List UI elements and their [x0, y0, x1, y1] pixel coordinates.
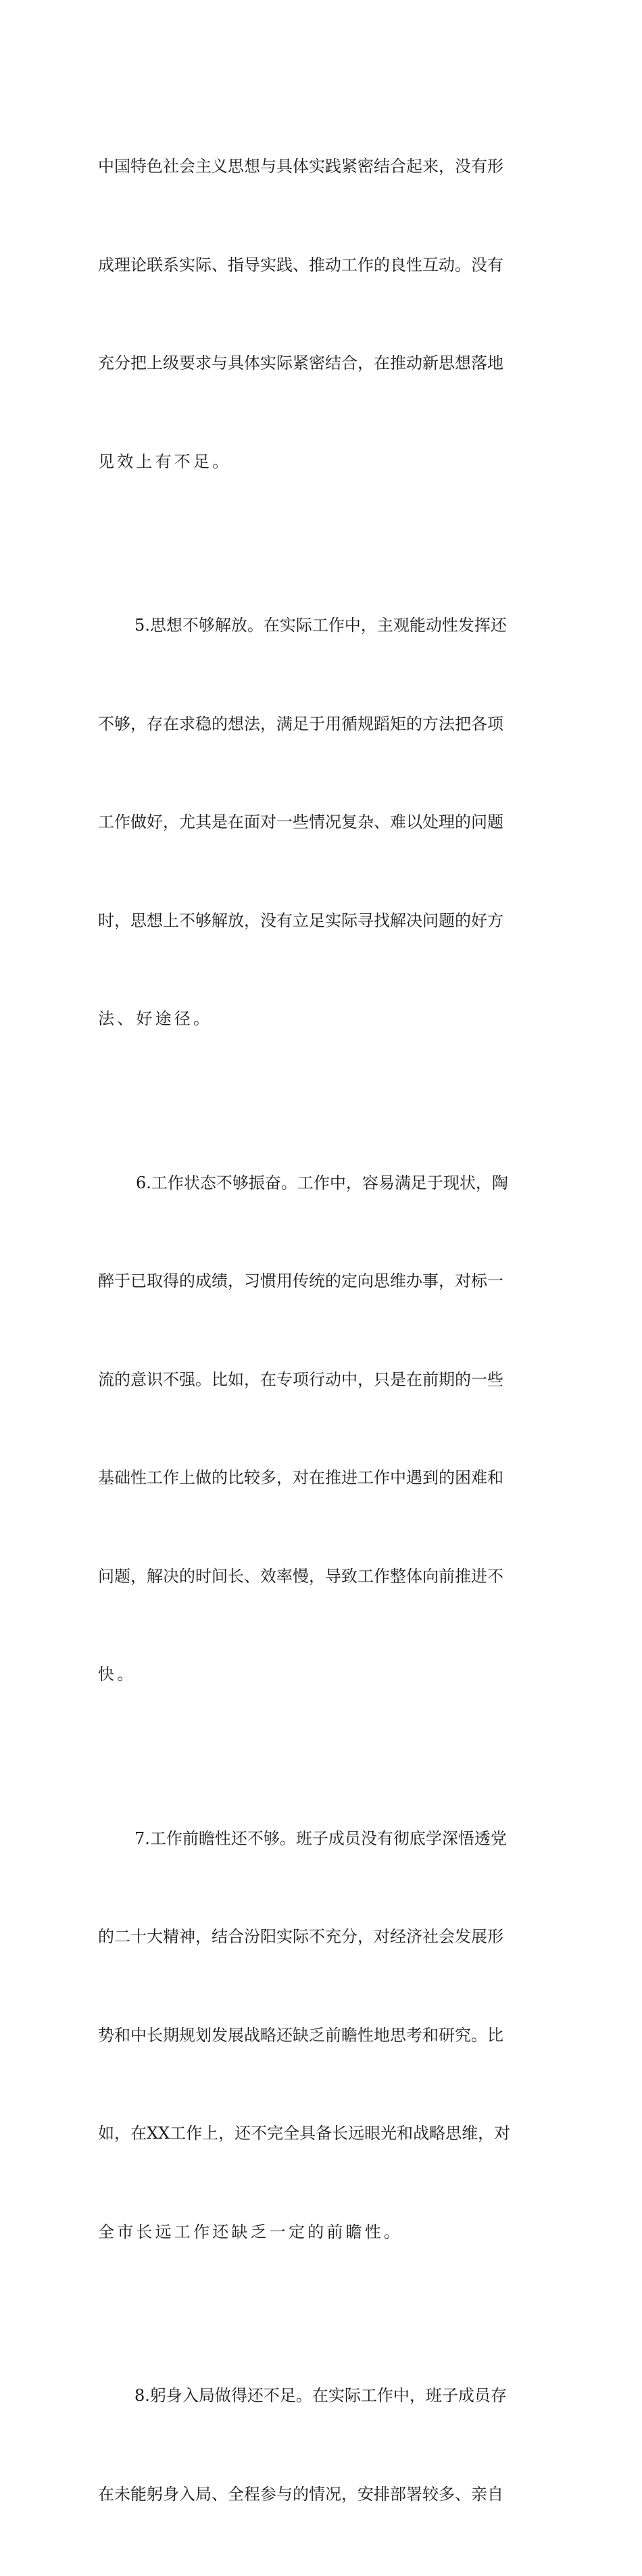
text-line: 如，在XX工作上，还不完全具备长远眼光和战略思维，对 — [98, 2124, 511, 2143]
text-line: 7.工作前瞻性还不够。班子成员没有彻底学深悟透党 — [134, 1828, 507, 1848]
text-line: 见效上有不足。 — [98, 452, 232, 471]
document-body — [98, 84, 547, 2576]
text-line: 8.躬身入局做得还不足。在实际工作中，班子成员存 — [134, 2386, 507, 2405]
text-line: 问题，解决的时间长、效率慢，导致工作整体向前推进不 — [98, 1566, 503, 1586]
text-line: 全市长远工作还缺乏一定的前瞻性。 — [98, 2222, 403, 2241]
text-line: 中国特色社会主义思想与具体实践紧密结合起来，没有形 — [98, 157, 503, 176]
text-line: 充分把上级要求与具体实际紧密结合，在推动新思想落地 — [98, 354, 503, 372]
text-line: 醉于已取得的成绩，习惯用传统的定向思维办事，对标一 — [98, 1271, 503, 1290]
text-line: 5.思想不够解放。在实际工作中，主观能动性发挥还 — [134, 616, 507, 635]
paragraph-item-8 — [98, 2314, 547, 2576]
text-line: 基础性工作上做的比较多，对在推进工作中遇到的困难和 — [98, 1468, 503, 1487]
paragraph-continuation — [98, 84, 547, 543]
text-line: 成理论联系实际、指导实践、推动工作的良性互动。没有 — [98, 255, 503, 274]
text-line: 不够，存在求稳的想法，满足于用循规蹈矩的方法把各项 — [98, 714, 503, 733]
text-line: 6.工作状态不够振奋。工作中，容易满足于现状，陶 — [136, 1173, 508, 1192]
text-line: 的二十大精神，结合汾阳实际不充分，对经济社会发展形 — [98, 1927, 503, 1946]
text-line: 在未能躬身入局、全程参与的情况，安排部署较多、亲自 — [98, 2484, 503, 2504]
text-line: 快。 — [98, 1665, 137, 1684]
paragraph-item-5 — [98, 543, 547, 1101]
text-line: 工作做好，尤其是在面对一些情况复杂、难以处理的问题 — [98, 812, 503, 831]
text-line: 法、好途径。 — [98, 1009, 213, 1028]
paragraph-item-6 — [98, 1101, 547, 1757]
text-line: 流的意识不强。比如，在专项行动中，只是在前期的一些 — [98, 1369, 503, 1389]
paragraph-item-7 — [98, 1757, 547, 2314]
text-line: 时，思想上不够解放，没有立足实际寻找解决问题的好方 — [98, 910, 503, 930]
text-line: 势和中长期规划发展战略还缺乏前瞻性地思考和研究。比 — [98, 2025, 503, 2045]
